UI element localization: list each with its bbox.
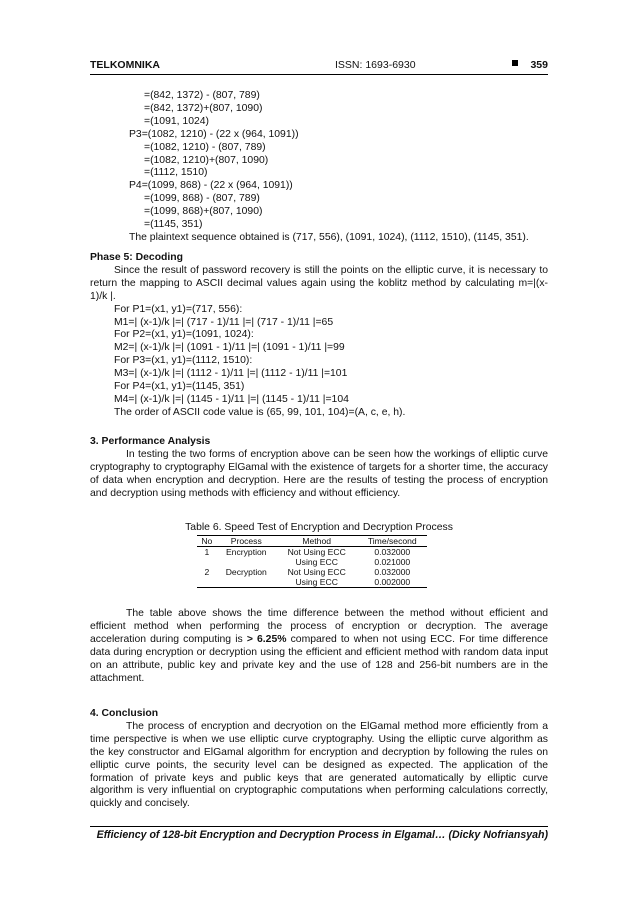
journal-name: TELKOMNIKA (90, 59, 160, 71)
page-number: 359 (530, 59, 548, 71)
table-cell: 2 (204, 567, 210, 577)
table-row (197, 577, 427, 588)
performance-section (90, 436, 548, 501)
calc-line: =(1099, 868) - (807, 789) (144, 193, 260, 205)
phase5-intro-text: Since the result of password recovery is still the points on the elliptic curve, it is necessary to return the mapping to ASCII decimal values again using the koblitz method by calculating m=|(x-1)/k |. (90, 264, 548, 302)
table-cell: 0.032000 (374, 567, 411, 577)
phase5-intro (90, 265, 548, 304)
table-cell (197, 577, 217, 588)
calc-line: =(1145, 351) (144, 219, 203, 231)
section3-heading: 3. Performance Analysis (90, 436, 211, 447)
table-cell (197, 557, 217, 567)
calc-line: =(1082, 1210)+(807, 1090) (144, 154, 269, 166)
decode-line: M3=| (x-1)/k |=| (1112 - 1)/11 |=| (1112 - 1)/11 |=101 (114, 368, 348, 380)
section4-body (90, 721, 548, 811)
table-row (197, 567, 427, 577)
calc-line: P3=(1082, 1210) - (22 x (964, 1091)) (129, 128, 299, 140)
decode-line: For P3=(x1, y1)=(1112, 1510): (114, 355, 253, 367)
table-cell: 0.032000 (374, 547, 411, 557)
calc-line: =(1099, 868)+(807, 1090) (144, 206, 263, 218)
table-caption: Table 6. Speed Test of Encryption and Decryption Process (185, 522, 453, 533)
table-cell: Not Using ECC (287, 547, 346, 557)
phase5-heading: Phase 5: Decoding (90, 252, 183, 263)
calculation-block (90, 90, 548, 245)
col-header: Method (276, 536, 358, 547)
table-cell: 0.002000 (358, 577, 427, 588)
decode-line: M2=| (x-1)/k |=| (1091 - 1)/11 |=| (1091 - 1)/11 |=99 (114, 342, 345, 354)
running-header (90, 56, 548, 75)
table-cell: Using ECC (295, 557, 338, 567)
acceleration-value: > 6.25% (246, 633, 287, 645)
table-row (197, 547, 427, 558)
discussion-text: The table above shows the time difference between the method without efficient and efficient method when performing the process of encryption or decryption. The average acceleration during computing is (90, 608, 548, 645)
discussion-text-cont: compared to when not using ECC. For time difference data during encryption or decryption using the efficient and efficient method with random data input on an attribute, public key and private key and the use of 128 and 256-bit numbers are in the attachment. (90, 633, 549, 684)
table-discussion-paragraph (90, 608, 548, 685)
table-cell: 1 (204, 547, 210, 557)
decode-line: M1=| (x-1)/k |=| (717 - 1)/11 |=| (717 - 1)/11 |=65 (114, 316, 334, 328)
calc-line: =(842, 1372) - (807, 789) (144, 90, 260, 101)
speed-test-table (197, 535, 427, 588)
decode-line: For P2=(x1, y1)=(1091, 1024): (114, 329, 254, 341)
calc-line: =(1112, 1510) (144, 167, 208, 179)
col-header: No (197, 536, 217, 547)
table-cell: Decryption (225, 567, 267, 577)
phase5-section (90, 252, 548, 420)
table-cell: 0.021000 (374, 557, 411, 567)
issn: ISSN: 1693-6930 (335, 59, 416, 71)
conclusion-section (90, 708, 548, 811)
calc-line: =(1091, 1024) (144, 115, 209, 127)
calc-line: P4=(1099, 868) - (22 x (964, 1091)) (129, 180, 293, 192)
table-cell: Encryption (225, 547, 267, 557)
decode-line: M4=| (x-1)/k |=| (1145 - 1)/11 |=| (1145 - 1)/11 |=104 (114, 393, 349, 405)
table-cell: Using ECC (276, 577, 358, 588)
section4-paragraph: The process of encryption and decryotion on the ElGamal method more efficiently from a time perspective is when we use elliptic curve cryptography. Using the elliptic curve algorithm as the key constructor and ElGamal algorithm for encryption and decryption by following the rules on elliptic curve points, the security level can be designed as expected. The application of the formation of private keys and public keys that are generated automatically by elliptic curve algorithm is very influential on cryptographic computations when performing calculations correctly, quickly and concisely. (90, 720, 548, 810)
square-bullet-icon (512, 60, 518, 66)
calc-line: The plaintext sequence obtained is (717, 556), (1091, 1024), (1112, 1510), (1145, 351). (129, 231, 529, 243)
table-cell (217, 557, 276, 567)
decode-line: The order of ASCII code value is (65, 99, 101, 104)=(A, c, e, h). (114, 406, 406, 418)
col-header: Time/second (358, 536, 427, 547)
decode-line: For P1=(x1, y1)=(717, 556): (114, 303, 243, 315)
calc-line: =(1082, 1210) - (807, 789) (144, 141, 266, 153)
table-cell: Not Using ECC (287, 567, 346, 577)
col-header: Process (217, 536, 276, 547)
calc-line: =(842, 1372)+(807, 1090) (144, 102, 263, 114)
table-discussion (90, 608, 548, 685)
decode-line: For P4=(x1, y1)=(1145, 351) (114, 381, 245, 393)
running-footer: Efficiency of 128-bit Encryption and Decryption Process in Elgamal… (Dicky Nofriansyah) (90, 826, 548, 841)
section3-body (90, 449, 548, 501)
table-cell (217, 577, 276, 588)
section4-heading: 4. Conclusion (90, 708, 159, 719)
table-header-row (197, 536, 427, 547)
section3-paragraph: In testing the two forms of encryption above can be seen how the workings of elliptic curve cryptography to cryptography ElGamal with the existence of targets for a shorter time, the accuracy of data when encryption and decryption. Here are the results of testing the process of encryption and decryption using methods with efficiency and without efficiency. (90, 448, 548, 499)
table-row (197, 557, 427, 567)
